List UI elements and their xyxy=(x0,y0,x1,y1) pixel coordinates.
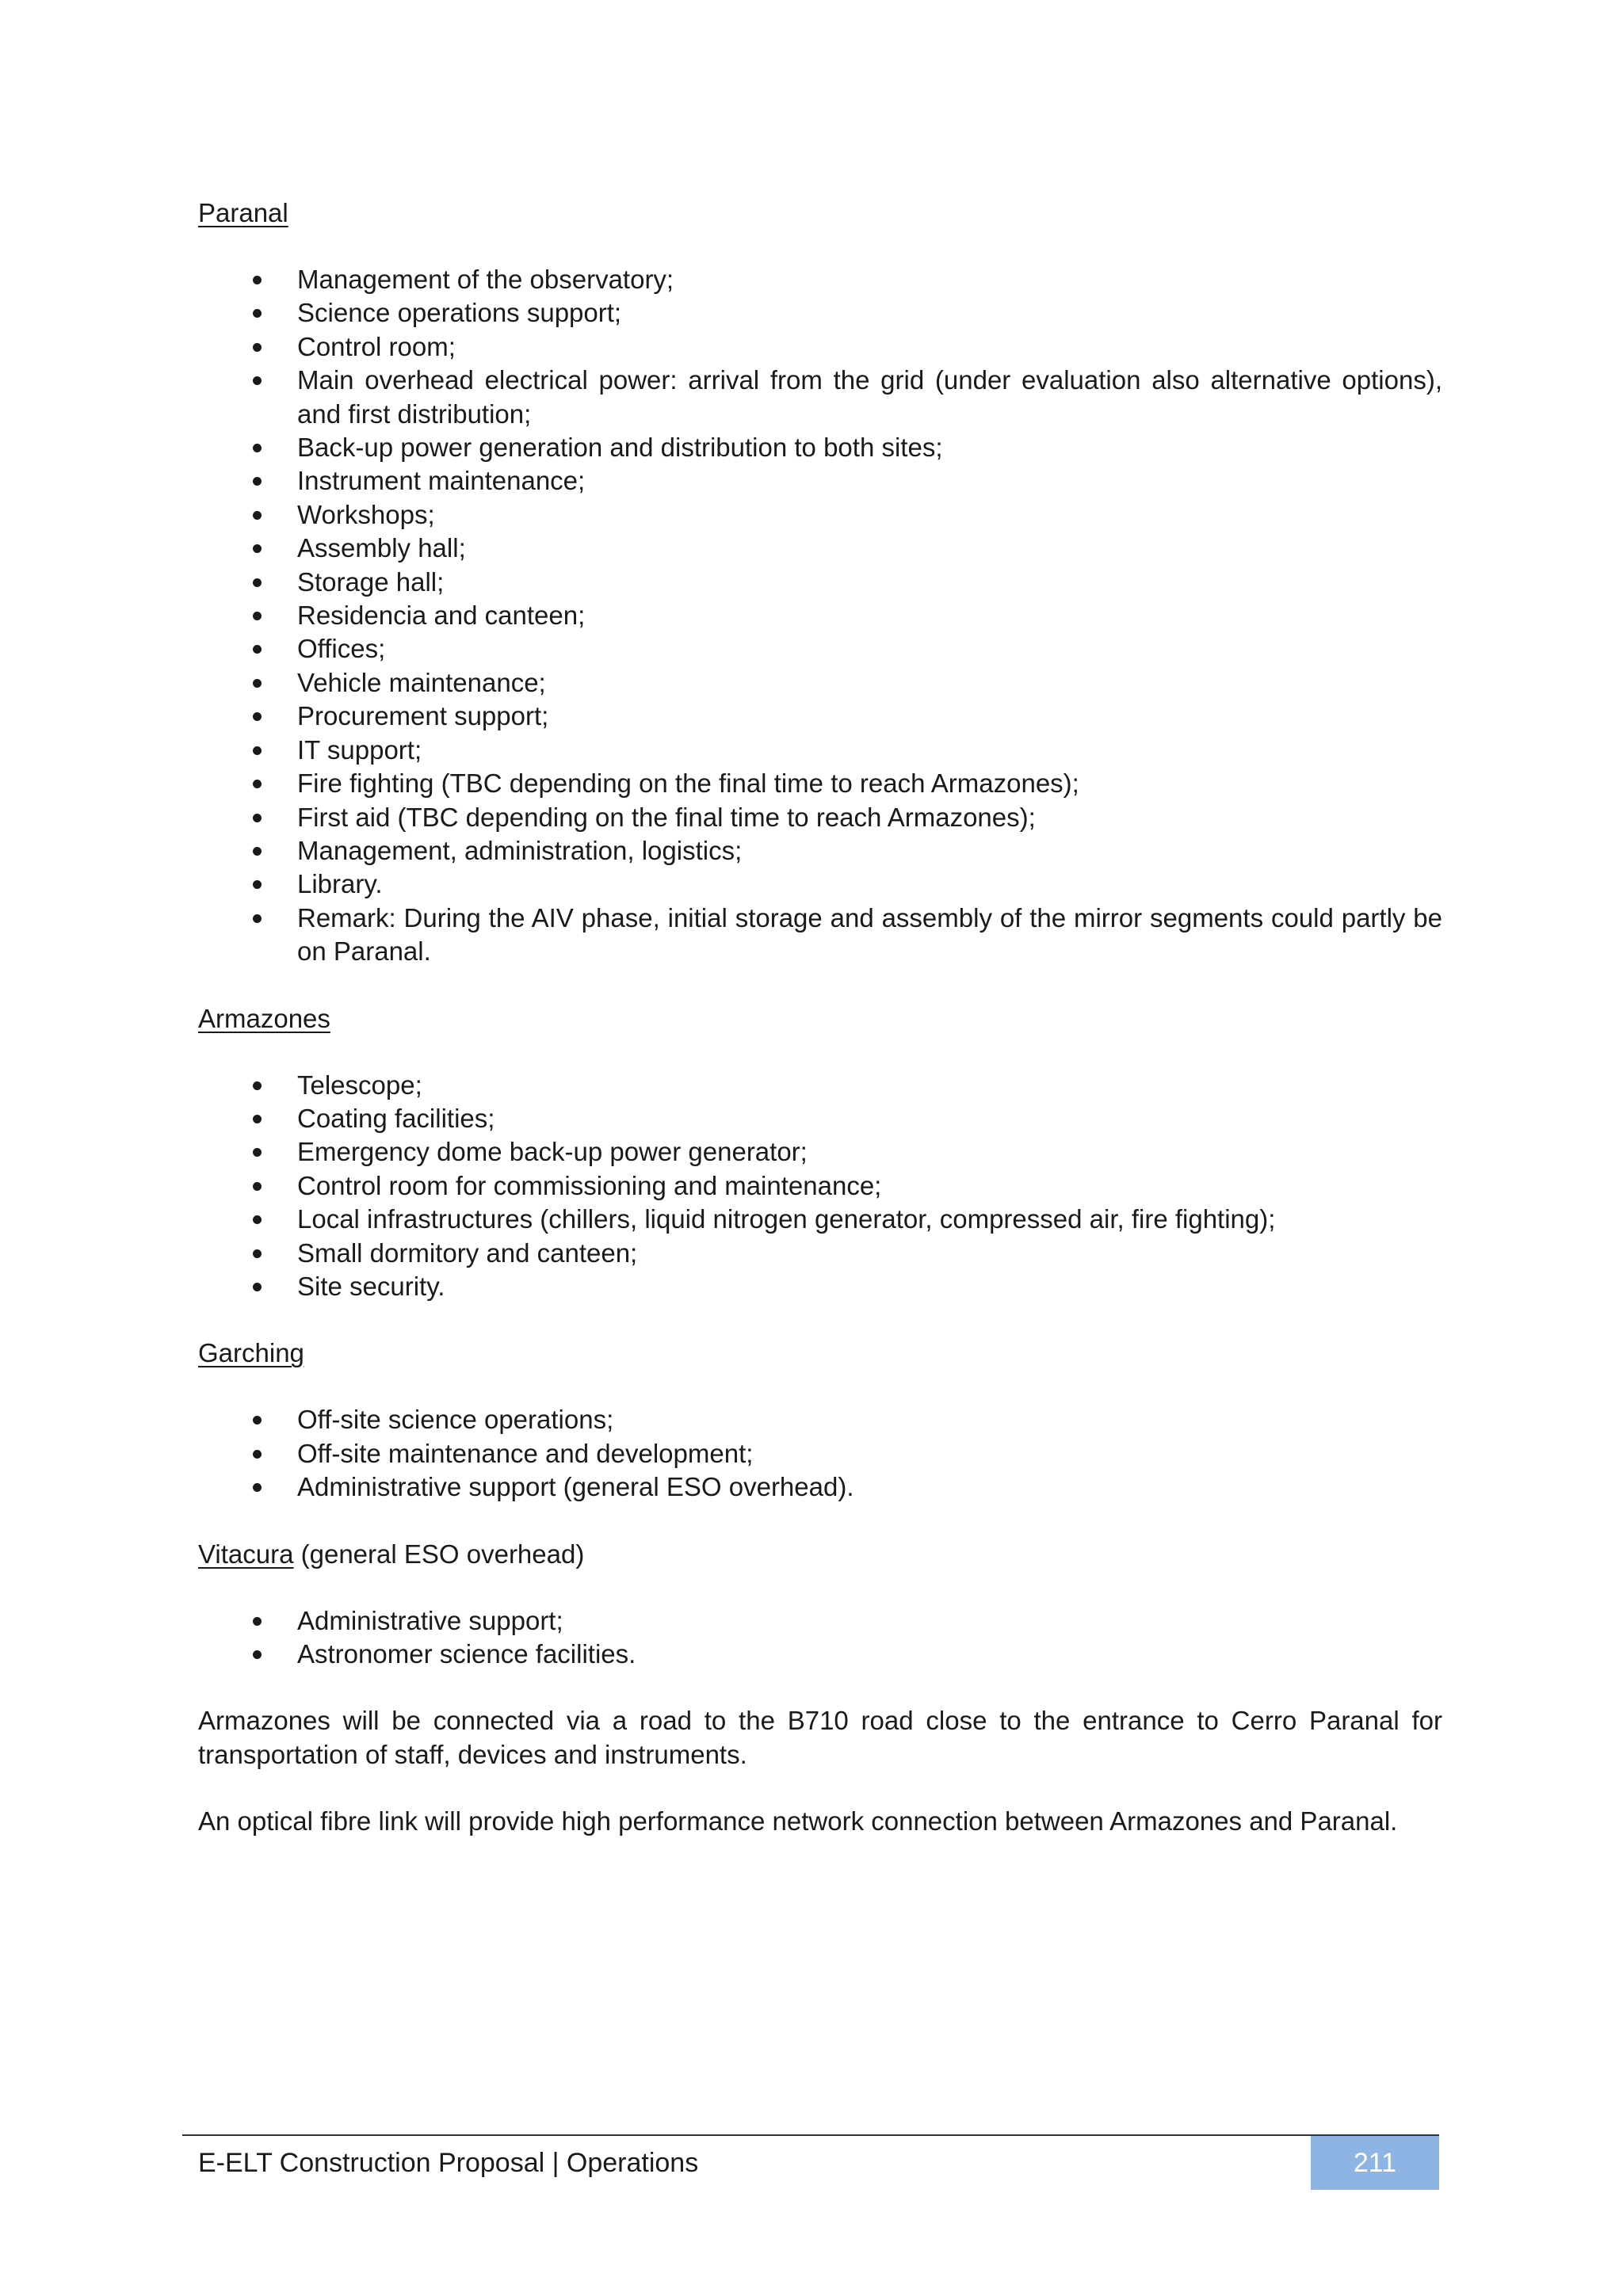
bullet-list xyxy=(198,1403,1442,1504)
section-heading xyxy=(198,1538,1442,1571)
section-vitacura xyxy=(198,1538,1442,1672)
list-item: Administrative support; xyxy=(198,1604,1442,1638)
section-heading-title: Armazones xyxy=(198,1003,330,1033)
list-item: Fire fighting (TBC depending on the final time to reach Armazones); xyxy=(198,767,1442,800)
list-item: Site security. xyxy=(198,1270,1442,1303)
list-item: Workshops; xyxy=(198,498,1442,532)
section-heading-title: Paranal xyxy=(198,198,288,227)
bullet-list xyxy=(198,1604,1442,1672)
list-item: Residencia and canteen; xyxy=(198,599,1442,632)
list-item: Small dormitory and canteen; xyxy=(198,1237,1442,1270)
document-body xyxy=(198,196,1442,1839)
page-number: 211 xyxy=(1311,2136,1439,2190)
list-item: Storage hall; xyxy=(198,566,1442,599)
list-item: Astronomer science facilities. xyxy=(198,1638,1442,1671)
list-item: Offices; xyxy=(198,632,1442,666)
list-item: Remark: During the AIV phase, initial storage and assembly of the mirror segments could partly be on Paranal. xyxy=(198,902,1442,969)
list-item: Science operations support; xyxy=(198,296,1442,330)
list-item: Instrument maintenance; xyxy=(198,464,1442,498)
list-item: Local infrastructures (chillers, liquid nitrogen generator, compressed air, fire fighting); xyxy=(198,1203,1442,1236)
list-item: Vehicle maintenance; xyxy=(198,666,1442,700)
page-footer xyxy=(182,2134,1439,2190)
section-heading xyxy=(198,1002,1442,1035)
list-item: Administrative support (general ESO overhead). xyxy=(198,1470,1442,1504)
list-item: Procurement support; xyxy=(198,700,1442,733)
section-heading-title: Vitacura xyxy=(198,1539,294,1569)
bullet-list xyxy=(198,263,1442,969)
list-item: Off-site science operations; xyxy=(198,1403,1442,1436)
section-heading xyxy=(198,1337,1442,1370)
list-item: Emergency dome back-up power generator; xyxy=(198,1135,1442,1169)
list-item: First aid (TBC depending on the final time to reach Armazones); xyxy=(198,801,1442,834)
list-item: IT support; xyxy=(198,734,1442,767)
section-heading-suffix: (general ESO overhead) xyxy=(293,1539,585,1569)
bullet-list xyxy=(198,1069,1442,1304)
section-garching xyxy=(198,1337,1442,1504)
list-item: Telescope; xyxy=(198,1069,1442,1102)
list-item: Back-up power generation and distribution to both sites; xyxy=(198,431,1442,464)
list-item: Control room; xyxy=(198,330,1442,364)
footer-title: E-ELT Construction Proposal | Operations xyxy=(198,2148,699,2178)
list-item: Control room for commissioning and maintenance; xyxy=(198,1169,1442,1203)
section-armazones xyxy=(198,1002,1442,1304)
list-item: Management, administration, logistics; xyxy=(198,834,1442,868)
list-item: Library. xyxy=(198,868,1442,901)
section-heading-title: Garching xyxy=(198,1338,304,1368)
list-item: Assembly hall; xyxy=(198,532,1442,565)
body-paragraph: Armazones will be connected via a road to the B710 road close to the entrance to Cerro Paranal for transportation of staff, devices and instruments. xyxy=(198,1706,1442,1769)
section-heading xyxy=(198,196,1442,230)
section-paranal xyxy=(198,196,1442,969)
list-item: Coating facilities; xyxy=(198,1102,1442,1135)
body-paragraph: An optical fibre link will provide high performance network connection between Armazones and Paranal. xyxy=(198,1806,1398,1836)
list-item: Management of the observatory; xyxy=(198,263,1442,296)
list-item: Main overhead electrical power: arrival from the grid (under evaluation also alternative options), and first distribution; xyxy=(198,364,1442,431)
list-item: Off-site maintenance and development; xyxy=(198,1437,1442,1470)
